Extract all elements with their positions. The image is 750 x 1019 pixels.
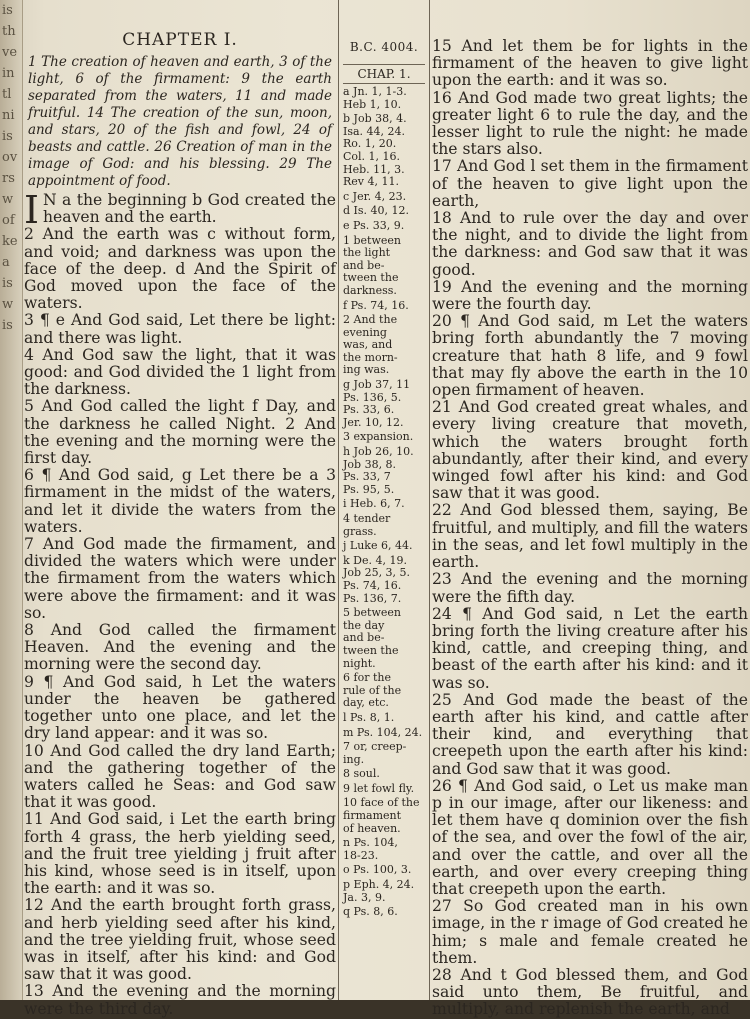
drop-cap: I — [24, 188, 40, 232]
gutter-fragment: rs — [2, 171, 15, 186]
cross-reference: i Heb. 6, 7. — [343, 497, 405, 511]
left-text-column — [24, 0, 336, 1018]
cross-reference: h Job 26, 10. Job 38, 8. Ps. 33, 7 Ps. 95, 5. — [343, 445, 414, 496]
gutter-fragment: th — [2, 24, 16, 39]
verse: 16 And God made two great lights; the greater light 6 to rule the day, and the lesser light to rule the night: he made the stars also. — [432, 88, 748, 159]
cross-reference: g Job 37, 11 Ps. 136, 5. Ps. 33, 6. Jer. 10, 12. — [343, 378, 411, 429]
gutter-fragment: is — [2, 276, 13, 291]
gutter-fragment: in — [2, 66, 15, 81]
cross-reference: 4 tender grass. — [343, 512, 391, 538]
verse: 28 And t God blessed them, and God said unto them, Be fruitful, and multiply, and replenish the earth, and — [432, 965, 748, 1019]
verse-1 — [24, 188, 336, 232]
gutter-fragment: ve — [2, 45, 18, 60]
cross-reference: e Ps. 33, 9. — [343, 218, 405, 232]
right-text-column — [432, 0, 748, 1019]
cross-reference: 10 face of the firmament of heaven. — [343, 796, 420, 835]
cross-reference: 3 expansion. — [343, 430, 414, 444]
verse: 18 And to rule over the day and over the night, and to divide the light from the darkness: and God saw that it was good. — [432, 209, 748, 279]
cross-reference: 6 for the rule of the day, etc. — [343, 671, 402, 710]
gutter-fragment: is — [2, 318, 13, 333]
cross-reference: 5 between the day and be- tween the night. — [343, 606, 401, 670]
cross-reference: m Ps. 104, 24. — [343, 725, 423, 739]
cross-reference: j Luke 6, 44. — [343, 539, 413, 553]
verse: 12 And the earth brought forth grass, and herb yielding seed after his kind, and the tree yielding fruit, whose seed was in itself, after his kind: and God saw that it was good. — [24, 896, 336, 984]
verse: 9 ¶ And God said, h Let the waters under the heaven be gathered together unto one place, and let the dry land appear: and it was so. — [24, 672, 336, 743]
verse: 10 And God called the dry land Earth; and the gathering together of the waters called he Seas: and God saw that it was good. — [24, 741, 336, 812]
verse: 6 ¶ And God said, g Let there be a 3 firmament in the midst of the waters, and let it divide the waters from the waters. — [24, 466, 336, 536]
cross-reference: 8 soul. — [343, 767, 380, 781]
cross-reference: n Ps. 104, 18-23. — [343, 836, 398, 862]
cross-reference: a Jn. 1, 1-3. Heb 1, 10. — [343, 85, 407, 111]
gutter-fragment: a — [2, 255, 10, 270]
verse: 24 ¶ And God said, n Let the earth bring forth the living creature after his kind, cattle, and creeping thing, and beast of the earth after his kind: and it was so. — [432, 604, 748, 692]
verse: 7 And God made the firmament, and divided the waters which were under the firmament from the waters which were above the firmament: and it was so. — [24, 535, 336, 622]
verse: 17 And God l set them in the firmament of the heaven to give light upon the earth, — [432, 157, 748, 210]
cross-reference: 1 between the light and be- tween the darkness. — [343, 233, 401, 297]
verse: 15 And let them be for lights in the firmament of the heaven to give light upon the earth: and it was so. — [432, 37, 748, 90]
gutter-fragment: tl — [2, 87, 12, 102]
cross-reference: 2 And the evening was, and the morn- ing was. — [343, 313, 398, 377]
verse: 3 ¶ e And God said, Let there be light: and there was light. — [24, 311, 336, 347]
verse: 22 And God blessed them, saying, Be fruitful, and multiply, and fill the waters in the seas, and let fowl multiply in the earth. — [432, 501, 748, 572]
verse: 23 And the evening and the morning were the fifth day. — [432, 570, 748, 606]
gutter-fragment: is — [2, 3, 13, 18]
gutter-fragment: is — [2, 129, 13, 144]
verse: 5 And God called the light f Day, and the darkness he called Night. 2 And the evening and the morning were the first day. — [24, 397, 336, 468]
right-verse-list — [432, 38, 748, 1019]
verse: 26 ¶ And God said, o Let us make man p in our image, after our likeness: and let them have q dominion over the fish of the sea, and over the fowl of the air, and over the cattle, and over all the earth, and over every creeping thing that creepeth upon the earth. — [432, 776, 748, 898]
cross-reference: o Ps. 100, 3. — [343, 863, 412, 877]
cross-reference: k De. 4, 19. Job 25, 3, 5. Ps. 74, 16. Ps. 136, 7. — [343, 553, 411, 605]
verse: 8 And God called the firmament Heaven. And the evening and the morning were the second day. — [24, 621, 336, 674]
left-verse-list — [24, 226, 336, 1017]
cross-reference: 7 or, creep- ing. — [343, 740, 407, 766]
gutter-fragment: ov — [2, 150, 18, 165]
cross-reference: l Ps. 8, 1. — [343, 710, 395, 724]
verse: 25 And God made the beast of the earth after his kind, and cattle after their kind, and everything that creepeth upon the earth after his kind: and God saw that it was good. — [432, 690, 748, 778]
gutter-fragment: w — [2, 297, 14, 312]
verse: 20 ¶ And God said, m Let the waters bring forth abundantly the 7 moving creature that hath 8 life, and 9 fowl that may fly above the earth in the 10 open firmament of heaven. — [432, 312, 748, 400]
chapter-summary: 1 The creation of heaven and earth, 3 of the light, 6 of the firmament: 9 the earth separated from the waters, 11 and made fruitful. 14 The creation of the sun, moon, and stars, 20 of the fish and fowl, 24 of beasts and cattle. 26 Creation of man in the image of God: and his blessing. 29 The appointment of food. — [28, 54, 332, 189]
verse: 27 So God created man in his own image, in the r image of God created he him; s male and female created he them. — [432, 897, 748, 967]
chapter-heading: CHAPTER I. — [122, 30, 238, 50]
cross-reference: q Ps. 8, 6. — [343, 905, 398, 919]
chapter-label: CHAP. 1. — [343, 64, 425, 84]
date-heading: B.C. 4004. — [349, 40, 419, 54]
verse: 4 And God saw the light, that it was good: and God divided the 1 light from the darkness. — [24, 345, 336, 399]
verse: 11 And God said, i Let the earth bring forth 4 grass, the herb yielding seed, and the fruit tree yielding j fruit after his kind, whose seed is in itself, upon the earth: and it was so. — [24, 810, 336, 898]
verse: 19 And the evening and the morning were the fourth day. — [432, 277, 748, 314]
cross-reference: c Jer. 4, 23. — [343, 189, 407, 203]
previous-page-edge — [0, 0, 23, 1000]
gutter-fragment: ni — [2, 108, 15, 123]
cross-reference: f Ps. 74, 16. — [343, 298, 409, 312]
cross-reference: b Job 38, 4. Isa. 44, 24. Ro. 1, 20. Col. 1, 16. Heb. 11, 3. Rev 4, 11. — [343, 112, 407, 189]
gutter-fragment: ke — [2, 234, 18, 249]
verse: 13 And the evening and the morning were the third day. — [24, 982, 336, 1018]
cross-reference: p Eph. 4, 24. Ja. 3, 9. — [343, 878, 415, 904]
gutter-fragment: of — [2, 213, 15, 228]
verse-1-text: N a the beginning b God created the heaven and the earth. — [43, 191, 336, 227]
gutter-fragment: w — [2, 192, 14, 207]
reference-column — [338, 0, 430, 1000]
cross-reference: d Is. 40, 12. — [343, 204, 410, 218]
verse: 21 And God created great whales, and every living creature that moveth, which the waters brought forth abundantly, after their kind, and every winged fowl after his kind: and God saw that it was good. — [432, 398, 748, 503]
verse: 2 And the earth was c without form, and void; and darkness was upon the face of the deep. d And the Spirit of God moved upon the face of the waters. — [24, 225, 336, 313]
cross-reference: 9 let fowl fly. — [343, 781, 415, 795]
cross-reference-list — [339, 86, 429, 919]
